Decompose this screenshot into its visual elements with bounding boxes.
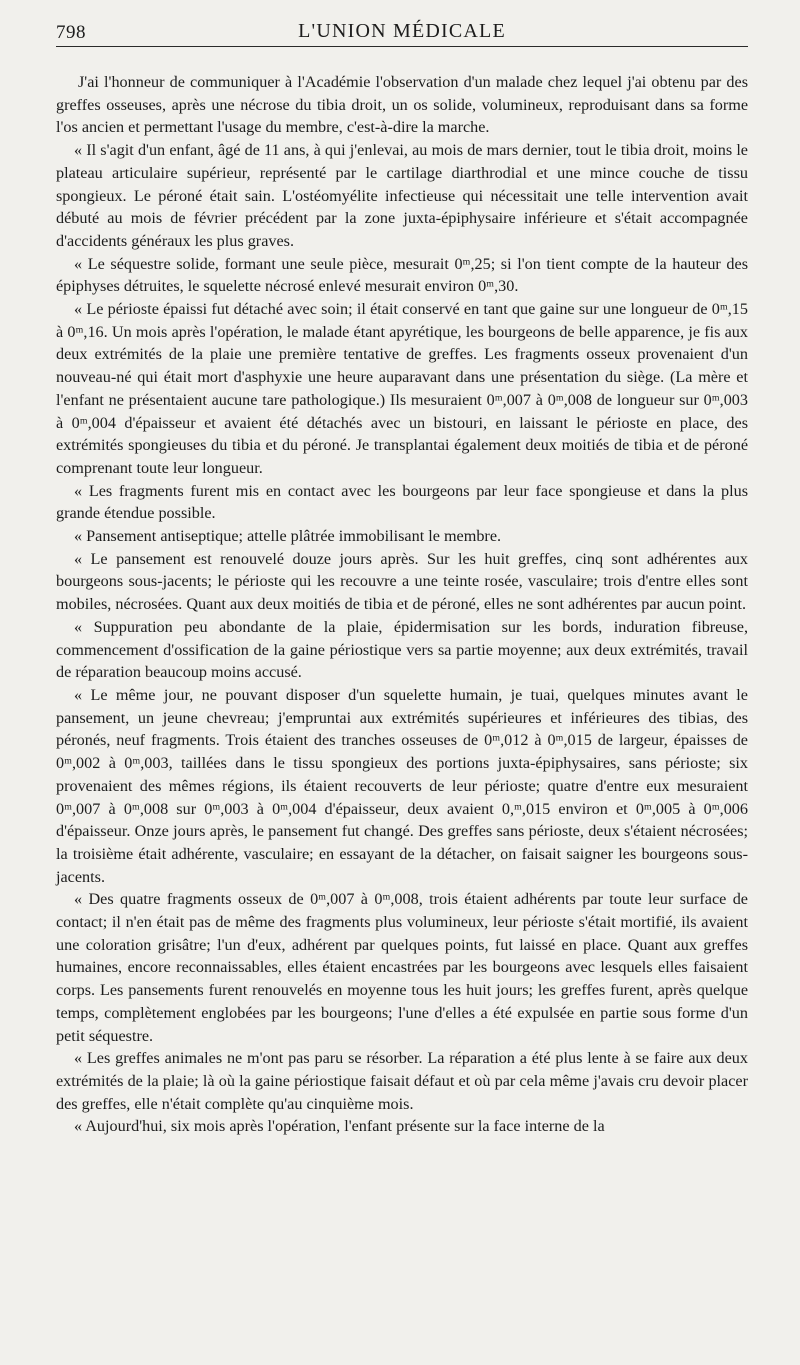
page-number: 798 xyxy=(56,22,86,43)
paragraph-intro: J'ai l'honneur de communiquer à l'Académie l'observation d'un malade chez lequel j'ai obtenu par des greffes osseuses, après une nécrose du tibia droit, un os solide, volumineux, reproduisant dans sa forme l'os ancien et permettant l'usage du membre, c'est-à-dire la marche. xyxy=(56,73,748,137)
paragraph-perioste: « Le périoste épaissi fut détaché avec soin; il était conservé en tant que gaine sur une longueur de 0ᵐ,15 à 0ᵐ,16. Un mois après l'opération, le malade étant apyrétique, les bourgeons de belle apparence, je fis aux deux extrémités de la plaie une première tentative de greffes. Les fragments osseux provenaient d'un nouveau-né qui était mort d'asphyxie une heure auparavant dans une présentation du siège. (La mère et l'enfant ne présentaient aucune tare pathologique.) Ils mesuraient 0ᵐ,007 à 0ᵐ,008 de longueur sur 0ᵐ,003 à 0ᵐ,004 d'épaisseur et avaient été détachés avec un bistouri, en laissant le périoste en place, des extrémités spongieuses du tibia et du péroné. Je transplantai également deux moitiés de tibia et de péroné comprenant toute leur longueur. xyxy=(56,300,748,477)
article-body xyxy=(56,71,748,1138)
running-title: L'UNION MÉDICALE xyxy=(298,20,506,42)
paragraph-chevreau: « Le même jour, ne pouvant disposer d'un squelette humain, je tuai, quelques minutes avant le pansement, un jeune chevreau; j'empruntai aux extrémités supérieures et inférieures des tibias, des péronés, neuf fragments. Trois étaient des tranches osseuses de 0ᵐ,012 à 0ᵐ,015 de largeur, épaisses de 0ᵐ,002 à 0ᵐ,003, taillées dans le tissu spongieux des portions juxta-épiphysaires, sans périoste; six provenaient des mêmes régions, ils étaient recouverts de leur périoste; quatre d'entre eux mesuraient 0ᵐ,007 à 0ᵐ,008 sur 0ᵐ,003 à 0ᵐ,004 d'épaisseur, deux avaient 0,ᵐ,015 environ et 0ᵐ,005 à 0ᵐ,006 d'épaisseur. Onze jours après, le pansement fut changé. Des greffes sans périoste, deux s'étaient nécrosées; la troisième était adhérente, vasculaire; en essayant de la détacher, on faisait saigner les bourgeons sous-jacents. xyxy=(56,685,748,886)
paragraph-aujourdhui: « Aujourd'hui, six mois après l'opération, l'enfant présente sur la face interne de la xyxy=(74,1117,605,1136)
paragraph-quatre-fragments: « Des quatre fragments osseux de 0ᵐ,007 à 0ᵐ,008, trois étaient adhérents par toute leur surface de contact; il n'en était pas de même des fragments plus volumineux, leur périoste s'était mortifié, ils avaient une coloration grisâtre; l'un d'eux, adhérent par quelques points, fut laissé en place. Quant aux greffes humaines, encore reconnaissables, elles étaient encastrées par les bourgeons avec lesquels elles faisaient corps. Les pansements furent renouvelés en moyenne tous les huit jours; les greffes furent, après quelque temps, complètement englobées par les bourgeons; l'une d'elles a été expulsée en partie sous forme d'un petit séquestre. xyxy=(56,890,748,1045)
paragraph-renouvellement: « Le pansement est renouvelé douze jours après. Sur les huit greffes, cinq sont adhérentes aux bourgeons sous-jacents; le périoste qui les recouvre a une teinte rosée, vasculaire; trois d'entre elles sont mobiles, nécrosées. Quant aux deux moitiés de tibia et de péroné, elles ne sont adhérentes par aucun point. xyxy=(56,549,748,614)
page-header xyxy=(56,16,748,47)
paragraph-sequestre: « Le séquestre solide, formant une seule pièce, mesurait 0ᵐ,25; si l'on tient compte de la hauteur des épiphyses détruites, le squelette nécrosé enlevé mesurait environ 0ᵐ,30. xyxy=(56,254,748,296)
paragraph-suppuration: « Suppuration peu abondante de la plaie, épidermisation sur les bords, induration fibreuse, commencement d'ossification de la gaine périostique vers sa partie moyenne; aux deux extrémités, travail de réparation beaucoup moins accusé. xyxy=(56,617,748,682)
paragraph-pansement: « Pansement antiseptique; attelle plâtrée immobilisant le membre. xyxy=(74,527,502,546)
paragraph-case: « Il s'agit d'un enfant, âgé de 11 ans, à qui j'enlevai, au mois de mars dernier, tout le tibia droit, moins le plateau articulaire supérieur, représenté par le cartilage diarthrodial et une mince couche de tissu spongieux. Le péroné était sain. L'ostéomyélite infectieuse qui nécessitait une telle intervention avait débuté au mois de février précédent par la zone juxta-épiphysaire inférieure et s'était accompagnée d'accidents généraux les plus graves. xyxy=(56,141,748,250)
paragraph-greffes-animales: « Les greffes animales ne m'ont pas paru se résorber. La réparation a été plus lente à se faire aux deux extrémités de la plaie; là où la gaine périostique faisait défaut et où par cela même j'avais cru devoir placer des greffes, elle n'était complète qu'au cinquième mois. xyxy=(56,1049,748,1113)
paragraph-fragments-contact: « Les fragments furent mis en contact avec les bourgeons par leur face spongieuse et dans la plus grande étendue possible. xyxy=(56,481,748,523)
